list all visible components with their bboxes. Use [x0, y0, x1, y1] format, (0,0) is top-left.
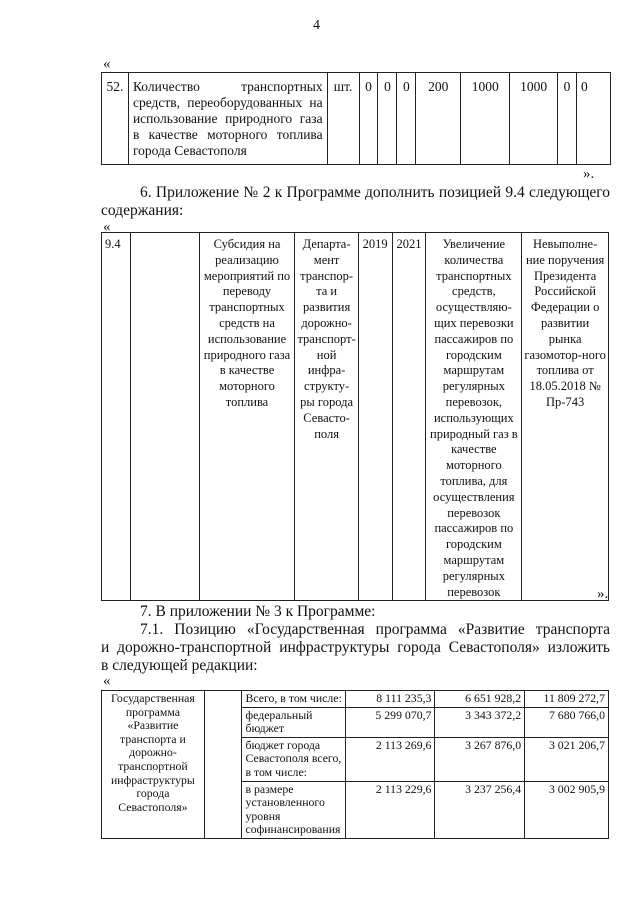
table-row: [102, 691, 609, 708]
value-cell: 3 343 372,2: [435, 707, 525, 737]
executor-cell: Департа-мент транспор-та и развития дорожно-транспорт-ной инфра-структу-ры города Севасто-поля: [295, 233, 358, 601]
quote-close-1: ».: [583, 166, 595, 182]
row-number: 52.: [102, 73, 129, 165]
indicators-table: [101, 72, 611, 165]
row-label: бюджет города Севастополя всего, в том числе:: [242, 737, 345, 781]
value-cell: 5 299 070,7: [345, 707, 435, 737]
value-cell: 7 680 766,0: [525, 707, 609, 737]
year-end-cell: 2021: [392, 233, 426, 601]
consequence-cell: Невыполне-ние поручения Президента Российской Федерации о развитии рынка газомотор-ного топлива от 18.05.2018 № Пр-743: [522, 233, 609, 601]
value-cell: 0: [577, 73, 611, 165]
financing-table: [101, 690, 609, 839]
empty-cell: [130, 233, 199, 601]
value-cell: 6 651 928,2: [435, 691, 525, 708]
quote-close-2: ».: [597, 586, 609, 602]
value-cell: 2 113 269,6: [345, 737, 435, 781]
value-cell: 1000: [461, 73, 510, 165]
value-cell: 0: [359, 73, 378, 165]
value-cell: 0: [397, 73, 416, 165]
quote-open-3: «: [103, 673, 111, 689]
value-cell: 3 237 256,4: [435, 781, 525, 838]
value-cell: 1000: [510, 73, 558, 165]
empty-cell: [204, 691, 242, 839]
row-label: в размере установленного уровня софинансирования: [242, 781, 345, 838]
indicator-name: Количество транспортных средств, переоборудованных на использование природного газа в качестве моторного топлива города Севастополя: [128, 73, 327, 165]
quote-open-2: «: [103, 219, 111, 235]
value-cell: 0: [558, 73, 577, 165]
result-cell: Увеличение количества транспортных средств, осуществляю-щих перевозки пассажиров по городским маршрутам регулярных перевозок, использующих природный газ в качестве моторного топлива, для осуществления перевозок пассажиров по городским маршрутам регулярных перевозок: [426, 233, 522, 601]
value-cell: 0: [378, 73, 397, 165]
program-name-cell: Государственная программа «Развитие транспорта и дорожно-транспортной инфраструктуры города Севастополя»: [102, 691, 205, 839]
row-label: Всего, в том числе:: [242, 691, 345, 708]
item-7-1-line-3: в следующей редакции:: [101, 657, 258, 674]
value-cell: 8 111 235,3: [345, 691, 435, 708]
year-start-cell: 2019: [358, 233, 392, 601]
value-cell: 3 267 876,0: [435, 737, 525, 781]
page-number: 4: [313, 18, 320, 33]
value-cell: 2 113 229,6: [345, 781, 435, 838]
value-cell: 11 809 272,7: [525, 691, 609, 708]
row-label: федеральный бюджет: [242, 707, 345, 737]
item-7-1-line-1: 7.1. Позицию «Государственная программа «Развитие транспорта: [140, 621, 610, 638]
item-6-line-1: 6. Приложение № 2 к Программе дополнить позицией 9.4 следующего: [140, 184, 610, 201]
row-number: 9.4: [102, 233, 131, 601]
unit-cell: шт.: [327, 73, 359, 165]
table-row: [102, 73, 611, 165]
measures-table: [101, 232, 609, 601]
item-6-line-2: содержания:: [101, 202, 184, 219]
quote-open-1: «: [103, 56, 111, 72]
value-cell: 200: [416, 73, 461, 165]
value-cell: 3 002 905,9: [525, 781, 609, 838]
table-row: [102, 233, 609, 601]
item-7-1-line-2: и дорожно-транспортной инфраструктуры города Севастополя» изложить: [101, 639, 610, 656]
item-7: 7. В приложении № 3 к Программе:: [140, 603, 376, 620]
value-cell: 3 021 206,7: [525, 737, 609, 781]
measure-cell: Субсидия на реализацию мероприятий по переводу транспортных средств на использование природного газа в качестве моторного топлива: [199, 233, 295, 601]
